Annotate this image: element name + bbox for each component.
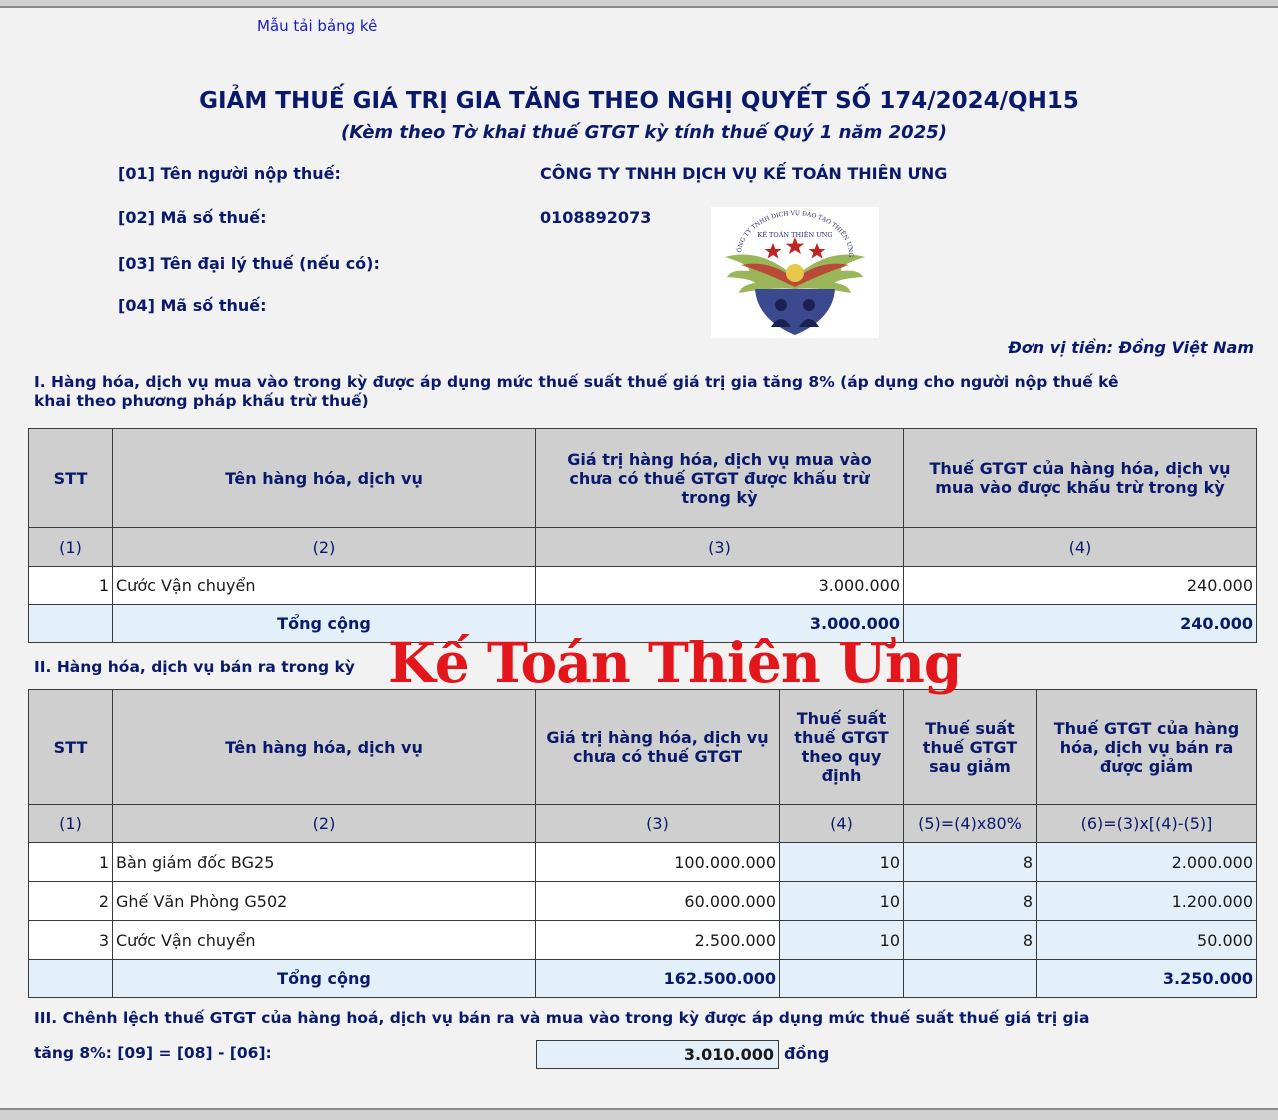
sales-index-row bbox=[29, 805, 1257, 843]
logo-arc-text: ÔNG TY TNHH DỊCH VỤ ĐÀO TẠO THIÊN ƯNG bbox=[736, 209, 855, 258]
index-cell: (4) bbox=[780, 805, 904, 843]
index-cell: (5)=(4)x80% bbox=[904, 805, 1037, 843]
company-logo bbox=[711, 207, 879, 338]
table-row bbox=[29, 921, 1257, 960]
total-stt-cell bbox=[29, 960, 113, 998]
tax-code-label: [02] Mã số thuế: bbox=[118, 208, 267, 227]
watermark-text: Kế Toán Thiên Ưng bbox=[388, 630, 962, 695]
item-value-cell[interactable]: 100.000.000 bbox=[536, 843, 780, 882]
sales-header-row bbox=[29, 690, 1257, 805]
taxpayer-name-label: [01] Tên người nộp thuế: bbox=[118, 164, 341, 183]
col-header-reduced-rate: Thuế suất thuế GTGT sau giảm bbox=[904, 690, 1037, 805]
difference-value-field: 3.010.000 bbox=[536, 1040, 779, 1069]
item-name-cell[interactable]: Cước Vận chuyển bbox=[113, 921, 536, 960]
purchases-index-row bbox=[29, 528, 1257, 567]
form-title: GIẢM THUẾ GIÁ TRỊ GIA TĂNG THEO NGHỊ QUYẾT SỐ 174/2024/QH15 bbox=[199, 88, 1079, 114]
stt-cell: 3 bbox=[29, 921, 113, 960]
item-reduced-tax-cell: 1.200.000 bbox=[1037, 882, 1257, 921]
index-cell: (6)=(3)x[(4)-(5)] bbox=[1037, 805, 1257, 843]
index-cell: (3) bbox=[536, 528, 904, 567]
item-reduced-rate-cell: 8 bbox=[904, 882, 1037, 921]
section1-heading-line1: I. Hàng hóa, dịch vụ mua vào trong kỳ được áp dụng mức thuế suất thuế giá trị gia tăng 8% (áp dụng cho người nộp thuế kê bbox=[34, 373, 1119, 391]
stt-cell: 1 bbox=[29, 843, 113, 882]
item-value-cell[interactable]: 3.000.000 bbox=[536, 567, 904, 605]
col-header-value: Giá trị hàng hóa, dịch vụ mua vào chưa có thuế GTGT được khấu trừ trong kỳ bbox=[536, 429, 904, 528]
index-cell: (2) bbox=[113, 528, 536, 567]
section2-heading: II. Hàng hóa, dịch vụ bán ra trong kỳ bbox=[34, 658, 355, 676]
tax-agent-name-label: [03] Tên đại lý thuế (nếu có): bbox=[118, 254, 380, 273]
table-row bbox=[29, 882, 1257, 921]
table-row bbox=[29, 843, 1257, 882]
item-rate-cell[interactable]: 10 bbox=[780, 882, 904, 921]
item-reduced-rate-cell: 8 bbox=[904, 921, 1037, 960]
bottom-border bbox=[0, 1108, 1278, 1120]
col-header-name: Tên hàng hóa, dịch vụ bbox=[113, 690, 536, 805]
col-header-name: Tên hàng hóa, dịch vụ bbox=[113, 429, 536, 528]
col-header-rate: Thuế suất thuế GTGT theo quy định bbox=[780, 690, 904, 805]
col-header-stt: STT bbox=[29, 690, 113, 805]
item-reduced-tax-cell: 2.000.000 bbox=[1037, 843, 1257, 882]
total-label: Tổng cộng bbox=[113, 605, 536, 643]
item-value-cell[interactable]: 60.000.000 bbox=[536, 882, 780, 921]
col-header-value: Giá trị hàng hóa, dịch vụ chưa có thuế GTGT bbox=[536, 690, 780, 805]
total-rate-cell bbox=[780, 960, 904, 998]
item-name-cell[interactable]: Cước Vận chuyển bbox=[113, 567, 536, 605]
total-label: Tổng cộng bbox=[113, 960, 536, 998]
section3-line1: III. Chênh lệch thuế GTGT của hàng hoá, dịch vụ bán ra và mua vào trong kỳ được áp dụng mức thuế suất thuế giá trị gia bbox=[34, 1009, 1090, 1027]
download-template-link[interactable]: Mẫu tải bảng kê bbox=[257, 17, 378, 35]
total-value: 162.500.000 bbox=[536, 960, 780, 998]
col-header-reduced-tax: Thuế GTGT của hàng hóa, dịch vụ bán ra được giảm bbox=[1037, 690, 1257, 805]
purchases-header-row bbox=[29, 429, 1257, 528]
total-tax: 3.250.000 bbox=[1037, 960, 1257, 998]
section1-heading bbox=[34, 373, 1119, 411]
stt-cell: 2 bbox=[29, 882, 113, 921]
tax-code-value: 0108892073 bbox=[540, 208, 652, 227]
sales-table bbox=[28, 689, 1257, 998]
purchases-table bbox=[28, 428, 1257, 643]
section1-heading-line2: khai theo phương pháp khấu trừ thuế) bbox=[34, 392, 369, 410]
total-reduced-rate-cell bbox=[904, 960, 1037, 998]
stt-cell: 1 bbox=[29, 567, 113, 605]
item-tax-cell[interactable]: 240.000 bbox=[904, 567, 1257, 605]
item-value-cell[interactable]: 2.500.000 bbox=[536, 921, 780, 960]
sales-total-row bbox=[29, 960, 1257, 998]
tax-agent-code-label: [04] Mã số thuế: bbox=[118, 296, 267, 315]
index-cell: (1) bbox=[29, 805, 113, 843]
col-header-stt: STT bbox=[29, 429, 113, 528]
index-cell: (4) bbox=[904, 528, 1257, 567]
taxpayer-name-value: CÔNG TY TNHH DỊCH VỤ KẾ TOÁN THIÊN ƯNG bbox=[540, 164, 948, 183]
col-header-tax: Thuế GTGT của hàng hóa, dịch vụ mua vào được khấu trừ trong kỳ bbox=[904, 429, 1257, 528]
difference-currency: đồng bbox=[784, 1044, 830, 1063]
item-rate-cell[interactable]: 10 bbox=[780, 921, 904, 960]
index-cell: (1) bbox=[29, 528, 113, 567]
section3-line2: tăng 8%: [09] = [08] - [06]: bbox=[34, 1044, 272, 1062]
logo-brand-text: KẾ TOÁN THIÊN ƯNG bbox=[757, 231, 833, 239]
item-reduced-rate-cell: 8 bbox=[904, 843, 1037, 882]
form-subtitle: (Kèm theo Tờ khai thuế GTGT kỳ tính thuế Quý 1 năm 2025) bbox=[341, 122, 947, 143]
top-border bbox=[0, 0, 1278, 8]
total-tax: 240.000 bbox=[904, 605, 1257, 643]
item-name-cell[interactable]: Ghế Văn Phòng G502 bbox=[113, 882, 536, 921]
table-row bbox=[29, 567, 1257, 605]
index-cell: (3) bbox=[536, 805, 780, 843]
total-value: 3.000.000 bbox=[536, 605, 904, 643]
total-stt-cell bbox=[29, 605, 113, 643]
currency-unit: Đơn vị tiền: Đồng Việt Nam bbox=[1008, 338, 1254, 357]
item-rate-cell[interactable]: 10 bbox=[780, 843, 904, 882]
item-reduced-tax-cell: 50.000 bbox=[1037, 921, 1257, 960]
item-name-cell[interactable]: Bàn giám đốc BG25 bbox=[113, 843, 536, 882]
index-cell: (2) bbox=[113, 805, 536, 843]
